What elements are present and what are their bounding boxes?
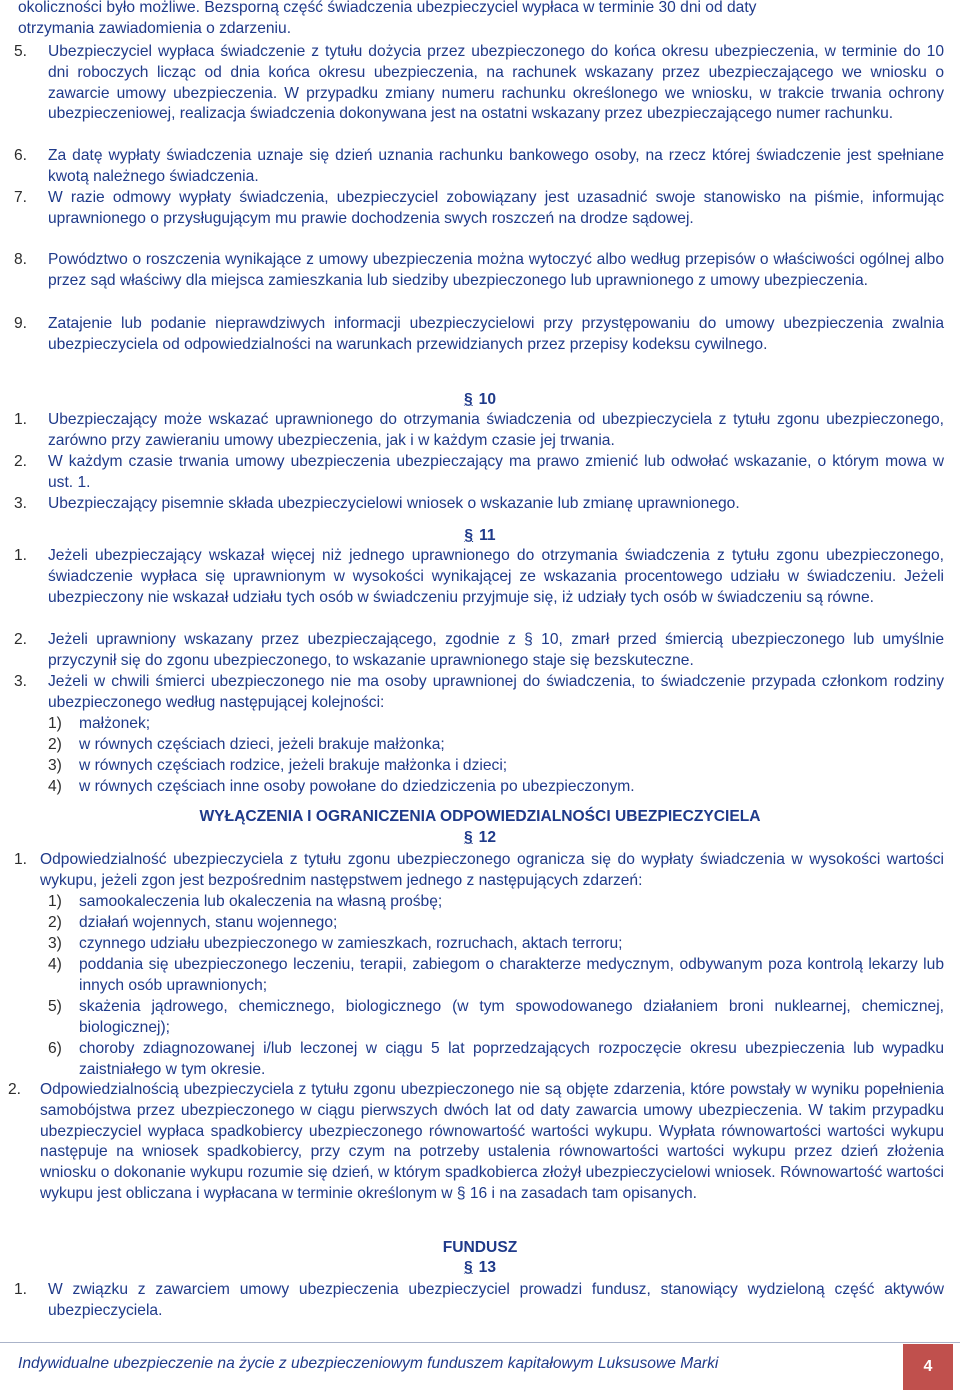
sub-number: 1) [48,715,62,732]
sub-number: 3) [48,757,62,774]
fund-heading: FUNDUSZ [442,1239,518,1256]
sub-text: małżonek; [79,715,151,732]
list-number: 5. [14,43,28,60]
sub-number: 5) [48,998,62,1015]
list-text: Ubezpieczający może wskazać uprawnionego do otrzymania świadczenia od ubezpieczyciela z tytułu zgonu ubezpieczonego, zarówno przy zawieraniu umowy ubezpieczenia, jak i w każdym czasie jej trwania. [48,411,944,449]
list-text: W każdym czasie trwania umowy ubezpieczenia ubezpieczający ma prawo zmienić lub odwołać wskazanie, o którym mowa w ust. 1. [48,453,944,491]
list-text: Jeżeli ubezpieczający wskazał więcej niż jednego uprawnionego do otrzymania świadczenia z tytułu zgonu ubezpieczonego, świadczenie wypłaca się uprawnionym w wysokości wynikającej ze wskazania procentowego udziału w świadczeniu. Jeżeli ubezpieczony nie wskazał udziału tych osób w świadczeniu przyjmuje się, iż udziały tych osób w świadczeniu są równe. [48,547,944,606]
sub-text: czynnego udziału ubezpieczonego w zamieszkach, rozruchach, aktach terroru; [79,935,623,952]
list-number: 2. [14,631,28,648]
list-text: Odpowiedzialnością ubezpieczyciela z tytułu zgonu ubezpieczonego nie są objęte zdarzenia, które powstały w wyniku popełnienia samobójstwa przez ubezpieczonego w ciągu pierwszych dwóch lat od daty zawarcia umowy ubezpieczenia. W takim przypadku ubezpieczyciel wypłaca spadkobiercy ubezpieczonego równowartość wartości wykupu. Wypłata równowartości wartości wykupu następuje na wniosek spadkobiercy, przy czym na potrzeby ustalenia równowartości wartości wykupu przez dzień złożenia wniosku o dokonanie wykupu rozumie się dzień, w którym spadkobierca złożył ubezpieczycielowi wniosek. Równowartość wartości wykupu jest obliczana i wypłacana w terminie określonym w § 16 i na zasadach tam opisanych. [40,1081,944,1202]
sub-text: samookaleczenia lub okaleczenia na własną prośbę; [79,893,443,910]
continuation-line-1: okoliczności było możliwe. Bezsporną część świadczenia ubezpieczyciel wypłaca w terminie 30 dni od daty [18,0,757,16]
list-text: Powództwo o roszczenia wynikające z umowy ubezpieczenia można wytoczyć albo według przepisów o właściwości ogólnej albo przez sąd właściwy dla miejsca zamieszkania lub siedziby ubezpieczonego lub uprawnionego z umowy ubezpieczenia. [48,251,944,289]
section-heading-13 [0,1258,960,1279]
sub-text: działań wojennych, stanu wojennego; [79,914,338,931]
sub-number: 3) [48,935,62,952]
paragraph-sign: § [463,829,473,846]
sub-text: w równych częściach dzieci, jeżeli brakuje małżonka; [79,736,445,753]
sub-text: poddania się ubezpieczonego leczeniu, terapii, zabiegom o charakterze medycznym, odbywanym poza kontrolą lekarzy lub innych osób uprawnionych; [79,956,944,994]
footer-title: Indywidualne ubezpieczenie na życie z ubezpieczeniowym funduszem kapitałowym Luksusowe Marki [18,1355,719,1372]
list-text: W razie odmowy wypłaty świadczenia, ubezpieczyciel zobowiązany jest uzasadnić swoje stanowisko na piśmie, informując uprawnionego o przysługującym mu prawie dochodzenia swych roszczeń na drodze sądowej. [48,189,944,227]
list-text: Jeżeli w chwili śmierci ubezpieczonego nie ma osoby uprawnionej do świadczenia, to świadczenie przypada członkom rodziny ubezpieczonego według następującej kolejności: [48,673,944,711]
list-text: Ubezpieczyciel wypłaca świadczenie z tytułu dożycia przez ubezpieczonego do końca okresu ubezpieczenia, w terminie do 10 dni roboczych licząc od dnia końca okresu ubezpieczenia, na rachunek wskazany przez ubezpieczającego we wniosku o zawarcie umowy ubezpieczenia. W przypadku zmiany numeru rachunku określonego we wniosku, w trakcie trwania ochrony ubezpieczeniowej, realizacja świadczenia dokonywana jest na ostatni wskazany przez ubezpieczającego numer rachunku. [48,43,944,123]
section-number: 13 [478,1259,497,1276]
sub-number: 1) [48,893,62,910]
list-number: 2. [8,1081,22,1098]
list-number: 9. [14,315,28,332]
list-text: Odpowiedzialność ubezpieczyciela z tytułu zgonu ubezpieczonego ogranicza się do wypłaty świadczenia w wysokości wartości wykupu, jeżeli zgon jest bezpośrednim następstwem jednego z następujących zdarzeń: [40,851,944,889]
list-number: 2. [14,453,28,470]
sub-number: 2) [48,914,62,931]
paragraph-sign: § [464,527,474,544]
section-heading-11 [0,526,960,547]
sub-text: choroby zdiagnozowanej i/lub leczonej w ciągu 5 lat poprzedzających rozpoczęcie okresu ubezpieczenia lub wypadku zaistniałego w tym okresie. [79,1040,944,1078]
sub-number: 4) [48,778,62,795]
list-text: Za datę wypłaty świadczenia uznaje się dzień uznania rachunku bankowego osoby, na rzecz której świadczenie jest spełniane kwotą należnego świadczenia. [48,147,944,185]
continuation-line-2: otrzymania zawiadomienia o zdarzeniu. [18,20,292,37]
sub-number: 2) [48,736,62,753]
list-number: 1. [14,547,28,564]
exclusions-heading: WYŁĄCZENIA I OGRANICZENIA ODPOWIEDZIALNOŚCI UBEZPIECZYCIELA [199,808,761,825]
list-number: 8. [14,251,28,268]
section-number: 10 [478,391,497,408]
list-text: Jeżeli uprawniony wskazany przez ubezpieczającego, zgodnie z § 10, zmarł przed śmiercią ubezpieczonego lub umyślnie przyczynił się do zgonu ubezpieczonego, to wskazanie uprawnionego staje się bezskuteczne. [48,631,944,669]
list-number: 1. [14,851,28,868]
list-number: 6. [14,147,28,164]
section-heading-10 [0,390,960,411]
paragraph-sign: § [463,1259,473,1276]
list-text: Zatajenie lub podanie nieprawdziwych informacji ubezpieczycielowi przy przystępowaniu do umowy ubezpieczenia zwalnia ubezpieczyciela od odpowiedzialności na warunkach przewidzianych przez przepisy kodeksu cywilnego. [48,315,944,353]
sub-text: w równych częściach rodzice, jeżeli brakuje małżonka i dzieci; [79,757,508,774]
paragraph-sign: § [463,391,473,408]
list-number: 3. [14,495,28,512]
page-number-badge: 4 [903,1344,953,1390]
list-number: 7. [14,189,28,206]
sub-number: 4) [48,956,62,973]
sub-text: skażenia jądrowego, chemicznego, biologicznego (w tym spowodowanego działaniem broni nuklearnej, chemicznej, biologicznej); [79,998,944,1036]
section-number: 11 [479,527,496,544]
section-number: 12 [478,829,497,846]
footer-divider [0,1342,960,1343]
list-text: W związku z zawarciem umowy ubezpieczenia ubezpieczyciel prowadzi fundusz, stanowiący wydzieloną część aktywów ubezpieczyciela. [48,1281,944,1319]
section-heading-12 [0,828,960,849]
list-number: 3. [14,673,28,690]
sub-number: 6) [48,1040,62,1057]
list-text: Ubezpieczający pisemnie składa ubezpieczycielowi wniosek o wskazanie lub zmianę uprawnionego. [48,495,740,512]
list-number: 1. [14,411,28,428]
sub-text: w równych częściach inne osoby powołane do dziedziczenia po ubezpieczonym. [79,778,635,795]
list-number: 1. [14,1281,28,1298]
